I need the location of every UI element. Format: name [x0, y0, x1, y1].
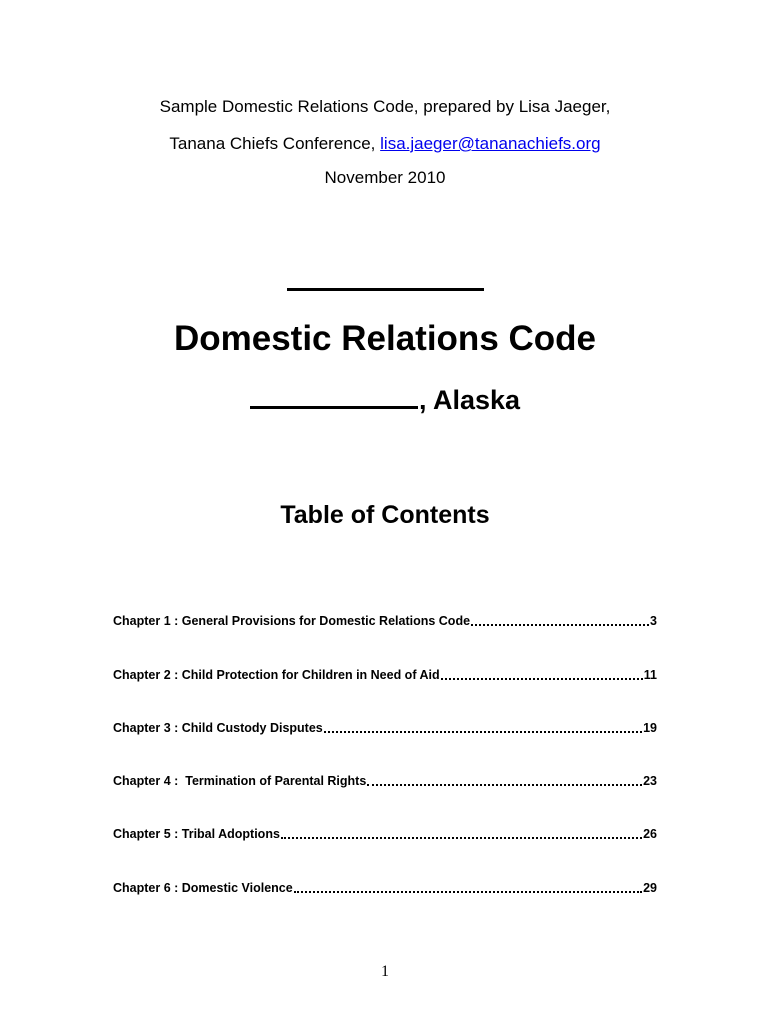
header-organization: Tanana Chiefs Conference,: [169, 134, 381, 153]
toc-leader: [281, 825, 642, 839]
header-line-2: [0, 133, 770, 155]
toc-leader: [324, 719, 642, 733]
title-rule: [287, 288, 484, 291]
blank-underline: [250, 379, 418, 409]
page-number: 1: [381, 963, 389, 980]
toc-entry[interactable]: [113, 718, 657, 736]
toc-entry-page: 29: [643, 881, 657, 895]
toc-entry[interactable]: [113, 771, 657, 789]
toc-entry[interactable]: [113, 665, 657, 683]
document-title: Domestic Relations Code: [173, 319, 597, 358]
toc-heading: Table of Contents: [280, 501, 490, 529]
toc-entry-label: Chapter 2 : Child Protection for Children in Need of Aid: [113, 668, 440, 682]
toc-entry-label: Chapter 3 : Child Custody Disputes: [113, 721, 323, 735]
header-line-1: Sample Domestic Relations Code, prepared by Lisa Jaeger,: [159, 97, 611, 116]
toc-entry-label: Chapter 5 : Tribal Adoptions: [113, 827, 280, 841]
toc-leader: [367, 772, 642, 786]
toc-entry-page: 26: [643, 827, 657, 841]
toc-entry-page: 23: [643, 774, 657, 788]
toc-entry-page: 3: [650, 614, 657, 628]
toc-entry[interactable]: [113, 611, 657, 629]
toc-entry-label: Chapter 1 : General Provisions for Domestic Relations Code: [113, 614, 471, 628]
toc-entry[interactable]: [113, 824, 657, 842]
toc-leader: [294, 879, 642, 893]
toc-entry-label: Chapter 4 : Termination of Parental Rights: [113, 774, 367, 788]
toc-entry-label: Chapter 6 : Domestic Violence: [113, 881, 293, 895]
toc-entry-page: 11: [643, 668, 657, 682]
toc-leader: [471, 612, 649, 626]
toc-entry-page: 19: [643, 721, 657, 735]
document-subtitle: [0, 379, 770, 418]
header-date: November 2010: [324, 168, 446, 187]
toc-entry[interactable]: [113, 878, 657, 896]
toc-leader: [441, 666, 643, 680]
email-link[interactable]: lisa.jaeger@tananachiefs.org: [380, 134, 601, 153]
subtitle-location: , Alaska: [418, 385, 521, 415]
